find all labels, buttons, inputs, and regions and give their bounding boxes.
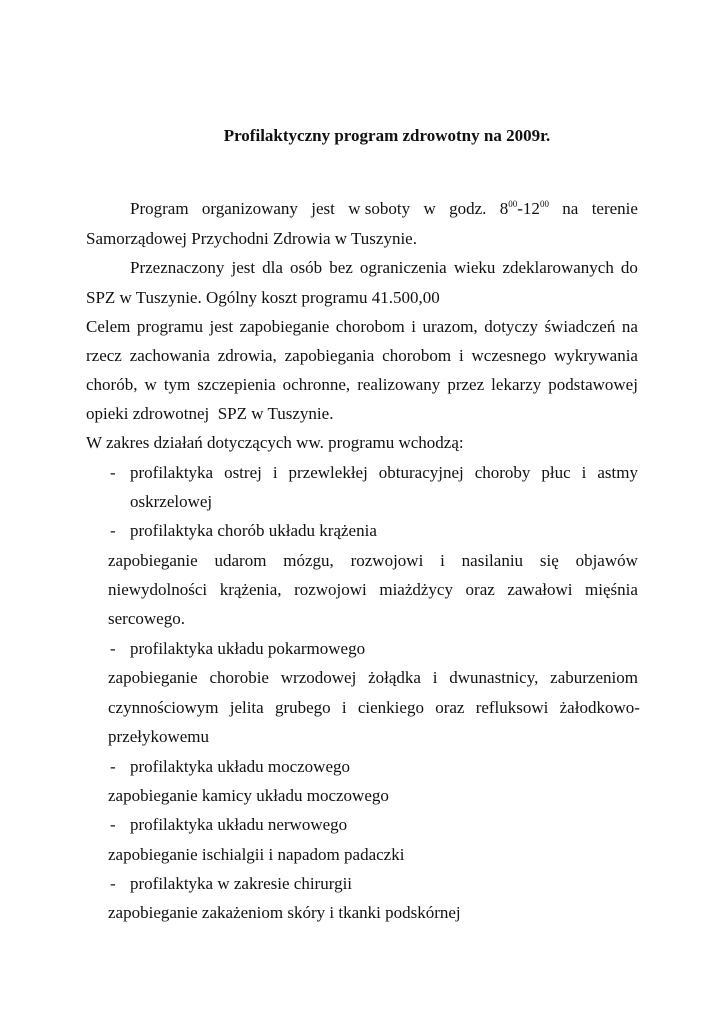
word: astmy xyxy=(597,463,638,482)
word: nasilaniu xyxy=(461,551,524,570)
p2-line2: SPZ w Tuszynie. Ogólny koszt programu 41.500,00 xyxy=(86,288,440,307)
scope-intro: W zakres działań dotyczących ww. programu wchodzą: xyxy=(86,433,464,452)
word: ostrej xyxy=(224,463,262,482)
p3-line1 xyxy=(86,317,638,337)
word: Program xyxy=(130,199,189,218)
word: grubego xyxy=(274,698,331,717)
word: programu xyxy=(136,317,203,336)
word: zapobieganie xyxy=(108,551,198,570)
word: oraz xyxy=(435,698,465,717)
item1-line2: oskrzelowej xyxy=(130,492,213,511)
word: dwunastnicy, xyxy=(449,668,539,687)
word: refluksowi xyxy=(475,698,549,717)
word: chorób, xyxy=(86,375,138,394)
word: obturacyjnej xyxy=(378,463,464,482)
word: wykrywania xyxy=(553,346,638,365)
word: terenie xyxy=(591,199,638,218)
word: objawów xyxy=(575,551,638,570)
bullet-dash: - xyxy=(110,521,116,540)
item3-desc-line3: przełykowemu xyxy=(108,727,210,746)
word: płuc xyxy=(541,463,571,482)
word: wczesnego xyxy=(471,346,547,365)
item4-label: profilaktyka układu moczowego xyxy=(130,757,350,776)
item2-desc-line3: sercowego. xyxy=(108,609,185,628)
word: chorobie xyxy=(209,668,269,687)
bullet-dash: - xyxy=(110,639,116,658)
word: zapobiegania xyxy=(284,346,375,365)
time-end-minutes: 00 xyxy=(539,199,549,209)
p3-line4: opieki zdrowotnej SPZ w Tuszynie. xyxy=(86,404,334,423)
item3-label: profilaktyka układu pokarmowego xyxy=(130,639,366,658)
word: żołądka xyxy=(368,668,421,687)
word: chorobom xyxy=(382,346,452,365)
word: oraz xyxy=(465,580,495,599)
word: zdeklarowanych xyxy=(502,258,614,277)
item2-desc-line1 xyxy=(108,551,638,571)
word: świadczeń xyxy=(544,317,616,336)
word: mięśnia xyxy=(585,580,638,599)
time-start-minutes: 00 xyxy=(508,199,518,209)
p3-line2 xyxy=(86,346,638,366)
word: godz. xyxy=(449,199,487,218)
word: osób xyxy=(290,258,323,277)
word: ochronne, xyxy=(282,375,351,394)
bullet-dash: - xyxy=(110,815,116,834)
word: krążenia, xyxy=(219,580,282,599)
word: jest xyxy=(209,317,234,336)
p2-line1 xyxy=(130,258,638,278)
word: w xyxy=(423,199,436,218)
word: zaburzeniom xyxy=(550,668,638,687)
word: zapobieganie xyxy=(108,668,198,687)
p1-line1 xyxy=(130,199,638,219)
word: bez xyxy=(329,258,353,277)
word: się xyxy=(539,551,559,570)
bullet-dash: - xyxy=(110,463,116,482)
p1-line2: Samorządowej Przychodni Zdrowia w Tuszynie. xyxy=(86,229,417,248)
time-start: 8 xyxy=(499,199,509,218)
word: i xyxy=(581,463,587,482)
word: i xyxy=(411,317,416,336)
word: na xyxy=(621,317,638,336)
item5-desc: zapobieganie ischialgii i napadom padaczki xyxy=(108,845,405,864)
word: zachowania xyxy=(129,346,210,365)
word: do xyxy=(620,258,638,277)
word: jest xyxy=(231,258,256,277)
word: dotyczy xyxy=(484,317,539,336)
item3-desc-line1 xyxy=(108,668,638,688)
word: choroby xyxy=(474,463,531,482)
p3-line3 xyxy=(86,375,638,395)
document-title: Profilaktyczny program zdrowotny na 2009r. xyxy=(223,126,551,145)
word: na xyxy=(562,199,579,218)
word: zawałowi xyxy=(507,580,573,599)
word: żałodkowo- xyxy=(559,698,640,717)
word: realizowany xyxy=(357,375,441,394)
word: jelita xyxy=(229,698,264,717)
word: czynnościowym xyxy=(108,698,219,717)
bullet-dash: - xyxy=(110,874,116,893)
word: zapobieganie xyxy=(239,317,330,336)
item2-label: profilaktyka chorób układu krążenia xyxy=(130,521,377,540)
word: rozwojowi xyxy=(294,580,367,599)
word: i xyxy=(458,346,464,365)
item5-label: profilaktyka układu nerwowego xyxy=(130,815,348,834)
item3-desc-line2 xyxy=(108,698,640,718)
word: mózgu, xyxy=(283,551,334,570)
word: wieku xyxy=(453,258,496,277)
word: wrzodowej xyxy=(280,668,357,687)
word: urazom, xyxy=(422,317,478,336)
word: Przeznaczony xyxy=(130,258,225,277)
item4-desc: zapobieganie kamicy układu moczowego xyxy=(108,786,389,805)
word: profilaktyka xyxy=(130,463,214,482)
word: szczepienia xyxy=(197,375,276,394)
word: jest xyxy=(311,199,335,218)
word: niewydolności xyxy=(108,580,208,599)
word: przewlekłej xyxy=(288,463,368,482)
item2-desc-line2 xyxy=(108,580,638,600)
word: organizowany xyxy=(201,199,298,218)
item6-desc: zapobieganie zakażeniom skóry i tkanki podskórnej xyxy=(108,903,461,922)
time-range xyxy=(500,199,549,219)
word: Celem xyxy=(86,317,131,336)
time-separator: -12 xyxy=(517,199,540,218)
word: w xyxy=(144,375,157,394)
word: rozwojowi xyxy=(350,551,424,570)
word: dla xyxy=(262,258,283,277)
word: chorobom xyxy=(335,317,405,336)
word: i xyxy=(341,698,347,717)
word: podstawowej xyxy=(548,375,638,394)
word: lekarzy xyxy=(491,375,542,394)
word: rzecz xyxy=(86,346,122,365)
word: ograniczenia xyxy=(359,258,447,277)
word: tym xyxy=(163,375,191,394)
word: i xyxy=(432,668,438,687)
word: cienkiego xyxy=(357,698,424,717)
word: miażdżycy xyxy=(379,580,453,599)
word: i xyxy=(440,551,445,570)
word: przez xyxy=(447,375,485,394)
word: udarom xyxy=(214,551,267,570)
item6-label: profilaktyka w zakresie chirurgii xyxy=(130,874,353,893)
bullet-dash: - xyxy=(110,757,116,776)
word: w soboty xyxy=(348,199,411,218)
item1-line1 xyxy=(130,463,638,483)
word: zdrowia, xyxy=(217,346,277,365)
word: i xyxy=(272,463,278,482)
